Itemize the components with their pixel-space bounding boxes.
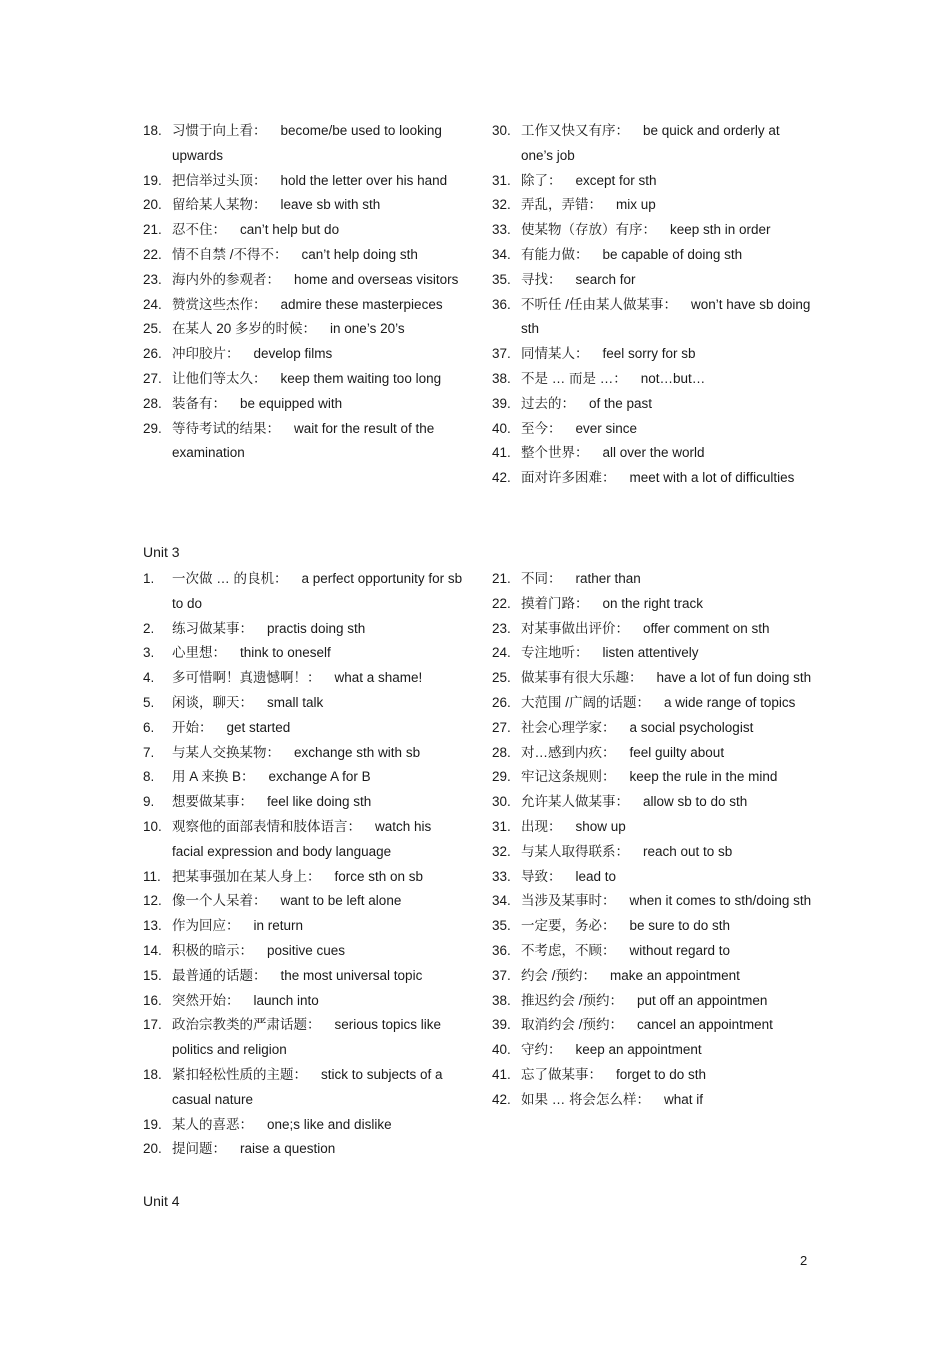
entry-number: 14. bbox=[143, 942, 162, 958]
entry-chinese: 对某事做出评价： bbox=[521, 620, 629, 636]
entry-chinese: 开始： bbox=[172, 719, 213, 735]
entry-number: 5. bbox=[143, 694, 155, 710]
entry-english: on the right track bbox=[602, 595, 704, 611]
entry-english: one;s like and dislike bbox=[267, 1116, 392, 1132]
vocab-entry bbox=[143, 641, 463, 666]
vocab-entry bbox=[143, 939, 463, 964]
entry-chinese: 允许某人做某事： bbox=[521, 794, 629, 810]
entry-english: watch his facial expression and body language bbox=[172, 818, 432, 859]
entry-number: 29. bbox=[492, 769, 511, 785]
entry-number: 25. bbox=[143, 321, 162, 337]
entry-chinese: 海内外的参观者： bbox=[172, 271, 280, 287]
entry-chinese: 把某事强加在某人身上： bbox=[172, 868, 321, 884]
entry-number: 23. bbox=[143, 271, 162, 287]
vocab-entry bbox=[143, 989, 463, 1014]
entry-english: feel like doing sth bbox=[267, 794, 372, 810]
entry-english: a perfect opportunity for sb to do bbox=[172, 571, 463, 611]
entry-english: home and overseas visitors bbox=[294, 271, 459, 287]
entry-number: 24. bbox=[143, 296, 162, 312]
entry-chinese: 一定要，务必： bbox=[521, 918, 616, 934]
entry-english: be equipped with bbox=[240, 395, 343, 411]
entry-english: mix up bbox=[616, 197, 656, 213]
entry-number: 18. bbox=[143, 1066, 162, 1082]
entry-english: in one’s 20’s bbox=[330, 321, 405, 337]
entry-number: 38. bbox=[492, 992, 511, 1008]
vocab-entry bbox=[492, 367, 812, 392]
entry-chinese: 政治宗教类的严肃话题： bbox=[172, 1017, 321, 1033]
entry-english: be capable of doing sth bbox=[602, 246, 743, 262]
entry-number: 36. bbox=[492, 942, 511, 958]
vocab-entry bbox=[492, 790, 812, 815]
vocab-entry bbox=[492, 1013, 812, 1038]
entry-chinese: 紧扣轻松性质的主题： bbox=[172, 1066, 307, 1082]
entry-chinese: 闲谈，聊天： bbox=[172, 694, 253, 710]
entry-number: 12. bbox=[143, 893, 162, 909]
entry-number: 34. bbox=[492, 246, 511, 262]
entry-number: 6. bbox=[143, 719, 155, 735]
entry-number: 25. bbox=[492, 670, 511, 686]
vocab-entry bbox=[492, 889, 812, 914]
entry-chinese: 如果 … 将会怎么样： bbox=[521, 1091, 651, 1107]
entry-chinese: 导致： bbox=[521, 868, 562, 884]
vocab-entry bbox=[492, 392, 812, 417]
entry-chinese: 冲印胶片： bbox=[172, 346, 240, 362]
vocab-entry bbox=[492, 815, 812, 840]
entry-number: 40. bbox=[492, 420, 511, 436]
entry-english: wait for the result of the examination bbox=[172, 420, 435, 461]
vocab-entry bbox=[492, 641, 812, 666]
entry-english: won’t have sb doing sth bbox=[521, 296, 811, 337]
entry-number: 27. bbox=[492, 719, 511, 735]
entry-number: 29. bbox=[143, 420, 162, 436]
entry-chinese: 社会心理学家： bbox=[521, 719, 616, 735]
entry-chinese: 让他们等太久： bbox=[172, 370, 267, 386]
entry-english: can’t help but do bbox=[240, 222, 340, 238]
entry-number: 18. bbox=[143, 123, 162, 138]
entry-chinese: 赞赏这些杰作： bbox=[172, 296, 267, 312]
vocab-entry bbox=[143, 964, 463, 989]
entry-english: exchange sth with sb bbox=[294, 744, 421, 760]
vocab-entry bbox=[143, 218, 463, 243]
entry-number: 19. bbox=[143, 172, 162, 188]
entry-chinese: 留给某人某物： bbox=[172, 197, 267, 213]
entry-number: 26. bbox=[492, 694, 511, 710]
entry-number: 31. bbox=[492, 172, 511, 188]
entry-number: 21. bbox=[492, 571, 511, 586]
vocab-entry bbox=[492, 939, 812, 964]
entry-english: keep them waiting too long bbox=[280, 370, 442, 386]
entry-english: when it comes to sth/doing sth bbox=[629, 893, 812, 909]
vocab-entry bbox=[492, 1088, 812, 1113]
entry-chinese: 练习做某事： bbox=[172, 620, 253, 636]
vocab-entry bbox=[143, 243, 463, 268]
entry-chinese: 一次做 … 的良机： bbox=[172, 571, 288, 586]
entry-number: 22. bbox=[492, 595, 511, 611]
entry-english: meet with a lot of difficulties bbox=[629, 470, 795, 486]
entry-number: 13. bbox=[143, 918, 162, 934]
vocab-entry bbox=[492, 243, 812, 268]
entry-number: 4. bbox=[143, 670, 155, 686]
vocab-entry bbox=[143, 889, 463, 914]
unit3-left-column bbox=[143, 567, 463, 1162]
entry-number: 42. bbox=[492, 1091, 511, 1107]
vocab-entry bbox=[143, 342, 463, 367]
entry-english: offer comment on sth bbox=[643, 620, 770, 636]
entry-english: search for bbox=[575, 271, 636, 287]
vocab-entry bbox=[143, 119, 463, 169]
vocab-entry bbox=[143, 1137, 463, 1162]
entry-chinese: 观察他的面部表情和肢体语言： bbox=[172, 818, 361, 834]
entry-number: 10. bbox=[143, 818, 162, 834]
vocab-entry bbox=[492, 765, 812, 790]
entry-chinese: 对…感到内疚： bbox=[521, 744, 616, 760]
entry-english: raise a question bbox=[240, 1141, 336, 1157]
entry-number: 15. bbox=[143, 967, 162, 983]
entry-chinese: 最普通的话题： bbox=[172, 967, 267, 983]
entry-english: make an appointment bbox=[610, 967, 740, 983]
entry-chinese: 忘了做某事： bbox=[521, 1066, 602, 1082]
vocab-entry bbox=[492, 617, 812, 642]
vocab-entry bbox=[143, 193, 463, 218]
entry-chinese: 有能力做： bbox=[521, 246, 589, 262]
entry-chinese: 牢记这条规则： bbox=[521, 769, 616, 785]
vocab-entry bbox=[492, 218, 812, 243]
unit3-heading: Unit 3 bbox=[143, 544, 180, 560]
entry-number: 31. bbox=[492, 818, 511, 834]
vocab-entry bbox=[492, 964, 812, 989]
entry-chinese: 想要做某事： bbox=[172, 794, 253, 810]
entry-number: 37. bbox=[492, 967, 511, 983]
vocab-entry bbox=[143, 567, 463, 617]
entry-number: 32. bbox=[492, 197, 511, 213]
vocab-entry bbox=[143, 691, 463, 716]
vocab-entry bbox=[143, 1013, 463, 1063]
entry-chinese: 作为回应： bbox=[172, 918, 240, 934]
vocab-entry bbox=[143, 392, 463, 417]
entry-english: of the past bbox=[589, 395, 653, 411]
entry-number: 20. bbox=[143, 1141, 162, 1157]
entry-number: 17. bbox=[143, 1017, 162, 1033]
entry-english: keep sth in order bbox=[670, 222, 771, 238]
vocab-entry bbox=[143, 815, 463, 865]
entry-number: 7. bbox=[143, 744, 155, 760]
entry-number: 2. bbox=[143, 620, 155, 636]
entry-chinese: 做某事有很大乐趣： bbox=[521, 670, 643, 686]
vocab-entry bbox=[143, 268, 463, 293]
vocab-entry bbox=[143, 617, 463, 642]
entry-chinese: 不同： bbox=[521, 571, 562, 586]
entry-chinese: 工作又快又有序： bbox=[521, 123, 629, 138]
entry-chinese: 在某人 20 多岁的时候： bbox=[172, 321, 317, 337]
vocab-entry bbox=[492, 293, 812, 343]
entry-english: a wide range of topics bbox=[664, 694, 796, 710]
vocab-entry bbox=[492, 1038, 812, 1063]
entry-chinese: 积极的暗示： bbox=[172, 942, 253, 958]
vocab-entry bbox=[492, 268, 812, 293]
entry-chinese: 取消约会 /预约： bbox=[521, 1017, 624, 1033]
vocab-entry bbox=[492, 466, 812, 491]
entry-number: 38. bbox=[492, 370, 511, 386]
unit2-left-column bbox=[143, 119, 463, 466]
entry-number: 41. bbox=[492, 445, 511, 461]
entry-chinese: 用 A 来换 B： bbox=[172, 769, 255, 785]
entry-chinese: 出现： bbox=[521, 818, 562, 834]
entry-chinese: 把信举过头顶： bbox=[172, 172, 267, 188]
entry-number: 35. bbox=[492, 271, 511, 287]
entry-chinese: 至今： bbox=[521, 420, 562, 436]
entry-chinese: 不是 … 而是 …： bbox=[521, 370, 627, 386]
unit3-right-column bbox=[492, 567, 812, 1113]
entry-english: can’t help doing sth bbox=[301, 246, 418, 262]
entry-english: show up bbox=[575, 818, 626, 834]
entry-number: 16. bbox=[143, 992, 162, 1008]
entry-chinese: 多可惜啊！真遗憾啊！： bbox=[172, 670, 321, 686]
entry-english: allow sb to do sth bbox=[643, 794, 748, 810]
entry-english: what a shame! bbox=[334, 670, 423, 686]
vocab-entry bbox=[143, 666, 463, 691]
page-number: 2 bbox=[800, 1253, 808, 1268]
entry-chinese: 与某人交换某物： bbox=[172, 744, 280, 760]
vocab-entry bbox=[143, 790, 463, 815]
vocab-entry bbox=[143, 741, 463, 766]
entry-english: leave sb with sth bbox=[280, 197, 381, 213]
entry-number: 32. bbox=[492, 843, 511, 859]
vocab-entry bbox=[492, 441, 812, 466]
vocab-entry bbox=[492, 193, 812, 218]
vocab-entry bbox=[492, 691, 812, 716]
vocab-entry bbox=[492, 567, 812, 592]
vocab-entry bbox=[492, 119, 812, 169]
vocab-entry bbox=[492, 716, 812, 741]
entry-chinese: 专注地听： bbox=[521, 645, 589, 661]
entry-english: get started bbox=[226, 719, 291, 735]
entry-chinese: 面对许多困难： bbox=[521, 470, 616, 486]
vocab-entry bbox=[492, 169, 812, 194]
entry-number: 28. bbox=[492, 744, 511, 760]
entry-english: be quick and orderly at one’s job bbox=[521, 123, 780, 163]
entry-english: ever since bbox=[575, 420, 638, 436]
entry-english: listen attentively bbox=[602, 645, 699, 661]
entry-chinese: 像一个人呆着： bbox=[172, 893, 267, 909]
entry-number: 9. bbox=[143, 794, 155, 810]
entry-english: feel sorry for sb bbox=[602, 346, 696, 362]
entry-chinese: 过去的： bbox=[521, 395, 575, 411]
entry-english: keep an appointment bbox=[575, 1042, 702, 1058]
entry-number: 1. bbox=[143, 571, 155, 586]
entry-chinese: 同情某人： bbox=[521, 346, 589, 362]
entry-chinese: 弄乱，弄错： bbox=[521, 197, 602, 213]
entry-number: 21. bbox=[143, 222, 162, 238]
entry-number: 39. bbox=[492, 395, 511, 411]
entry-english: admire these masterpieces bbox=[280, 296, 443, 312]
entry-chinese: 某人的喜恶： bbox=[172, 1116, 253, 1132]
entry-english: without regard to bbox=[629, 942, 731, 958]
vocab-entry bbox=[492, 914, 812, 939]
entry-number: 28. bbox=[143, 395, 162, 411]
entry-english: stick to subjects of a casual nature bbox=[172, 1066, 443, 1107]
entry-number: 24. bbox=[492, 645, 511, 661]
entry-chinese: 除了： bbox=[521, 172, 562, 188]
entry-number: 30. bbox=[492, 794, 511, 810]
entry-number: 26. bbox=[143, 346, 162, 362]
entry-chinese: 情不自禁 /不得不： bbox=[172, 246, 288, 262]
vocab-entry bbox=[143, 169, 463, 194]
vocab-entry bbox=[143, 914, 463, 939]
entry-number: 30. bbox=[492, 123, 511, 138]
entry-english: what if bbox=[664, 1091, 704, 1107]
vocab-entry bbox=[143, 293, 463, 318]
entry-chinese: 整个世界： bbox=[521, 445, 589, 461]
entry-english: serious topics like politics and religion bbox=[172, 1017, 442, 1058]
entry-english: think to oneself bbox=[240, 645, 331, 661]
entry-english: rather than bbox=[575, 571, 641, 586]
entry-number: 22. bbox=[143, 246, 162, 262]
entry-number: 3. bbox=[143, 645, 155, 661]
vocab-entry bbox=[143, 317, 463, 342]
entry-number: 33. bbox=[492, 868, 511, 884]
entry-number: 40. bbox=[492, 1042, 511, 1058]
entry-english: exchange A for B bbox=[268, 769, 371, 785]
entry-chinese: 大范围 /广阔的话题： bbox=[521, 694, 651, 710]
entry-chinese: 忍不住： bbox=[172, 222, 226, 238]
entry-number: 37. bbox=[492, 346, 511, 362]
entry-number: 11. bbox=[143, 868, 161, 884]
entry-english: lead to bbox=[575, 868, 617, 884]
vocab-entry bbox=[492, 1063, 812, 1088]
entry-number: 34. bbox=[492, 893, 511, 909]
entry-english: become/be used to looking upwards bbox=[172, 123, 442, 163]
entry-english: forget to do sth bbox=[616, 1066, 707, 1082]
entry-chinese: 与某人取得联系： bbox=[521, 843, 629, 859]
entry-english: hold the letter over his hand bbox=[280, 172, 448, 188]
entry-english: a social psychologist bbox=[629, 719, 754, 735]
entry-chinese: 等待考试的结果： bbox=[172, 420, 280, 436]
vocab-entry bbox=[492, 417, 812, 442]
entry-chinese: 寻找： bbox=[521, 271, 562, 287]
vocab-entry bbox=[492, 741, 812, 766]
entry-english: want to be left alone bbox=[280, 893, 402, 909]
entry-number: 27. bbox=[143, 370, 162, 386]
entry-english: force sth on sb bbox=[334, 868, 424, 884]
entry-chinese: 心里想： bbox=[172, 645, 226, 661]
vocab-entry bbox=[492, 592, 812, 617]
entry-english: practis doing sth bbox=[267, 620, 366, 636]
vocab-entry bbox=[143, 1113, 463, 1138]
entry-english: be sure to do sth bbox=[629, 918, 731, 934]
entry-chinese: 突然开始： bbox=[172, 992, 240, 1008]
entry-english: reach out to sb bbox=[643, 843, 733, 859]
entry-english: keep the rule in the mind bbox=[629, 769, 778, 785]
entry-chinese: 守约： bbox=[521, 1042, 562, 1058]
entry-chinese: 推迟约会 /预约： bbox=[521, 992, 624, 1008]
vocab-entry bbox=[492, 840, 812, 865]
entry-english: not…but… bbox=[640, 370, 706, 386]
vocab-entry bbox=[492, 865, 812, 890]
entry-english: feel guilty about bbox=[629, 744, 725, 760]
vocab-entry bbox=[143, 1063, 463, 1113]
entry-english: cancel an appointment bbox=[637, 1017, 773, 1033]
entry-english: develop films bbox=[253, 346, 333, 362]
entry-number: 8. bbox=[143, 769, 155, 785]
entry-number: 33. bbox=[492, 222, 511, 238]
entry-number: 19. bbox=[143, 1116, 162, 1132]
entry-english: in return bbox=[253, 918, 304, 934]
entry-number: 36. bbox=[492, 296, 511, 312]
vocab-entry bbox=[492, 666, 812, 691]
entry-english: all over the world bbox=[602, 445, 705, 461]
entry-chinese: 习惯于向上看： bbox=[172, 123, 267, 138]
entry-chinese: 使某物（存放）有序： bbox=[521, 222, 656, 238]
vocab-entry bbox=[143, 417, 463, 467]
vocab-entry bbox=[143, 716, 463, 741]
unit4-heading: Unit 4 bbox=[143, 1193, 180, 1209]
entry-chinese: 不考虑，不顾： bbox=[521, 942, 616, 958]
entry-english: except for sth bbox=[575, 172, 657, 188]
entry-chinese: 约会 /预约： bbox=[521, 967, 597, 983]
vocab-entry bbox=[143, 765, 463, 790]
entry-number: 42. bbox=[492, 470, 511, 486]
entry-english: launch into bbox=[253, 992, 319, 1008]
vocab-entry bbox=[143, 865, 463, 890]
entry-english: have a lot of fun doing sth bbox=[656, 670, 812, 686]
entry-chinese: 摸着门路： bbox=[521, 595, 589, 611]
entry-number: 39. bbox=[492, 1017, 511, 1033]
entry-number: 23. bbox=[492, 620, 511, 636]
entry-chinese: 不听任 /任由某人做某事： bbox=[521, 296, 678, 312]
entry-number: 41. bbox=[492, 1066, 511, 1082]
entry-english: put off an appointmen bbox=[637, 992, 768, 1008]
vocab-entry bbox=[143, 367, 463, 392]
entry-chinese: 提问题： bbox=[172, 1141, 226, 1157]
vocab-entry bbox=[492, 342, 812, 367]
entry-chinese: 装备有： bbox=[172, 395, 226, 411]
entry-number: 35. bbox=[492, 918, 511, 934]
entry-chinese: 当涉及某事时： bbox=[521, 893, 616, 909]
vocab-entry bbox=[492, 989, 812, 1014]
entry-english: the most universal topic bbox=[280, 967, 423, 983]
unit2-right-column bbox=[492, 119, 812, 491]
entry-number: 20. bbox=[143, 197, 162, 213]
entry-english: positive cues bbox=[267, 942, 346, 958]
entry-english: small talk bbox=[267, 694, 324, 710]
